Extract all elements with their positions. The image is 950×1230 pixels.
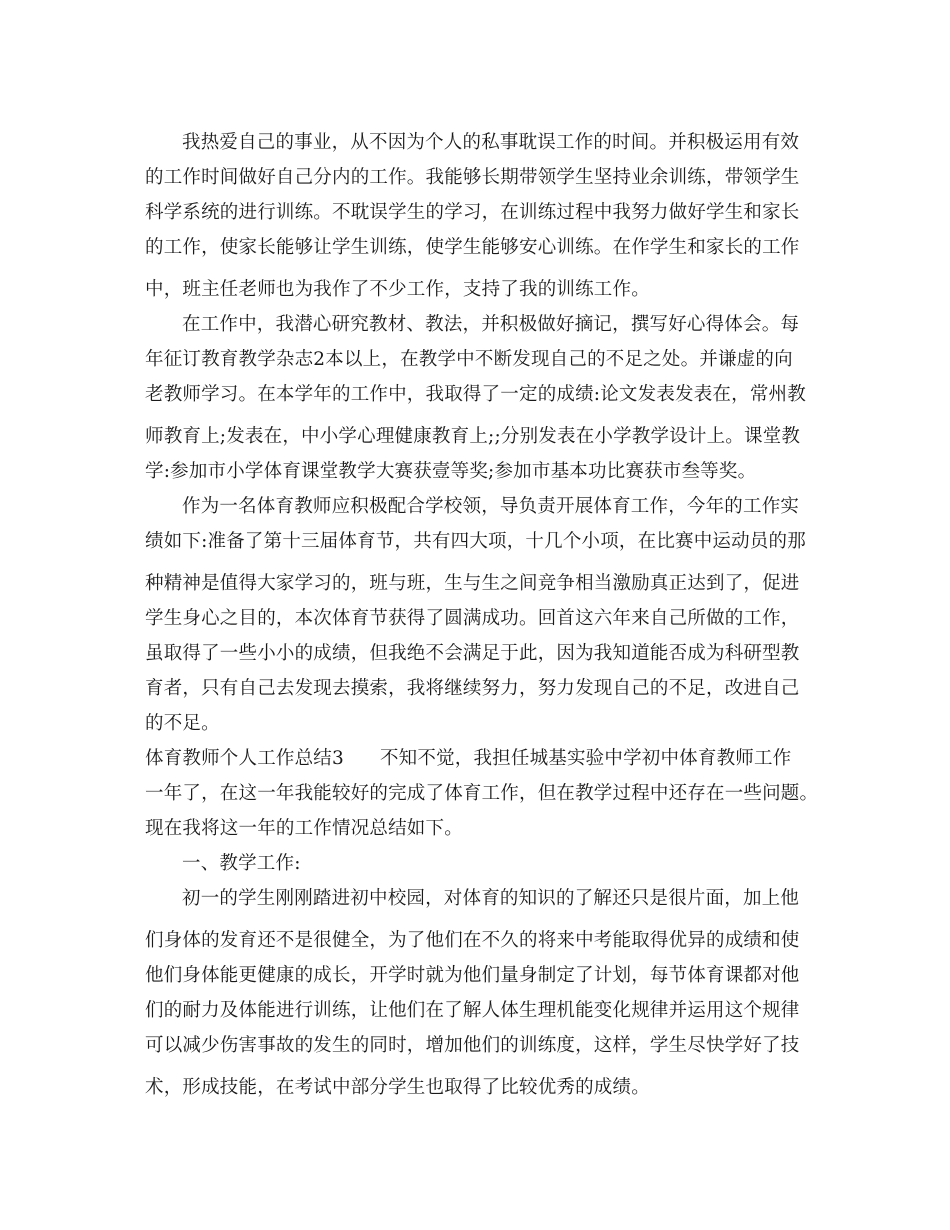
paragraph-line: 作为一名体育教师应积极配合学校领，导负责开展体育工作，今年的工作实 [182, 496, 800, 517]
paragraph-line: 可以减少伤害事故的发生的同时，增加他们的训练度，这样，学生尽快学好了技 [145, 1035, 800, 1056]
paragraph-line: 一年了，在这一年我能较好的完成了体育工作，但在教学过程中还存在一些问题。 [145, 783, 819, 804]
paragraph-line: 们的耐力及体能进行训练，让他们在了解人体生理机能变化规律并运用这个规律 [145, 1000, 800, 1021]
paragraph-line: 老教师学习。在本学年的工作中，我取得了一定的成绩:论文发表发表在，常州教 [145, 384, 806, 405]
paragraph-line: 育者，只有自己去发现去摸索，我将继续努力，努力发现自己的不足，改进自己 [145, 678, 800, 699]
paragraph-line: 他们身体能更健康的成长，开学时就为他们量身制定了计划，每节体育课都对他 [145, 965, 800, 986]
paragraph-line: 学:参加市小学体育课堂教学大赛获壹等奖;参加市基本功比赛获市叁等奖。 [145, 461, 757, 482]
paragraph-line: 的工作时间做好自己分内的工作。我能够长期带领学生坚持业余训练，带领学生 [145, 167, 800, 188]
paragraph-line: 中，班主任老师也为我作了不少工作，支持了我的训练工作。 [145, 279, 650, 300]
paragraph-line: 的不足。 [145, 713, 220, 734]
paragraph-line: 现在我将这一年的工作情况总结如下。 [145, 818, 463, 839]
section-heading-line [145, 747, 791, 771]
paragraph-line: 初一的学生刚刚踏进初中校园，对体育的知识的了解还只是很片面，加上他 [182, 888, 800, 909]
paragraph-line: 们身体的发育还不是很健全，为了他们在不久的将来中考能取得优异的成绩和使 [145, 930, 800, 951]
paragraph-line: 绩如下:准备了第十三届体育节，共有四大项，十几个小项，在比赛中运动员的那 [145, 531, 806, 552]
paragraph-line: 在工作中，我潜心研究教材、教法，并积极做好摘记，撰写好心得体会。每 [182, 314, 800, 335]
subheading: 一、教学工作: [182, 853, 301, 874]
paragraph-line: 科学系统的进行训练。不耽误学生的学习，在训练过程中我努力做好学生和家长 [145, 202, 800, 223]
paragraph-line: 年征订教育教学杂志2本以上，在教学中不断发现自己的不足之处。并谦虚的向 [145, 349, 793, 370]
paragraph-line: 虽取得了一些小小的成绩，但我绝不会满足于此，因为我知道能否成为科研型教 [145, 643, 800, 664]
paragraph-line: 的工作，使家长能够让学生训练，使学生能够安心训练。在作学生和家长的工作 [145, 237, 800, 258]
section-heading: 体育教师个人工作总结3 [145, 748, 344, 769]
paragraph-line: 学生身心之目的，本次体育节获得了圆满成功。回首这六年来自己所做的工作， [145, 608, 800, 629]
paragraph-line: 术，形成技能，在考试中部分学生也取得了比较优秀的成绩。 [145, 1077, 650, 1098]
heading-continuation: 不知不觉，我担任城基实验中学初中体育教师工作 [379, 748, 792, 769]
paragraph-line: 师教育上;发表在，中小学心理健康教育上;;分别发表在小学教学设计上。课堂教 [145, 426, 801, 447]
paragraph-line: 种精神是值得大家学习的，班与班，生与生之间竞争相当激励真正达到了，促进 [145, 573, 800, 594]
paragraph-line: 我热爱自己的事业，从不因为个人的私事耽误工作的时间。并积极运用有效 [182, 132, 800, 153]
